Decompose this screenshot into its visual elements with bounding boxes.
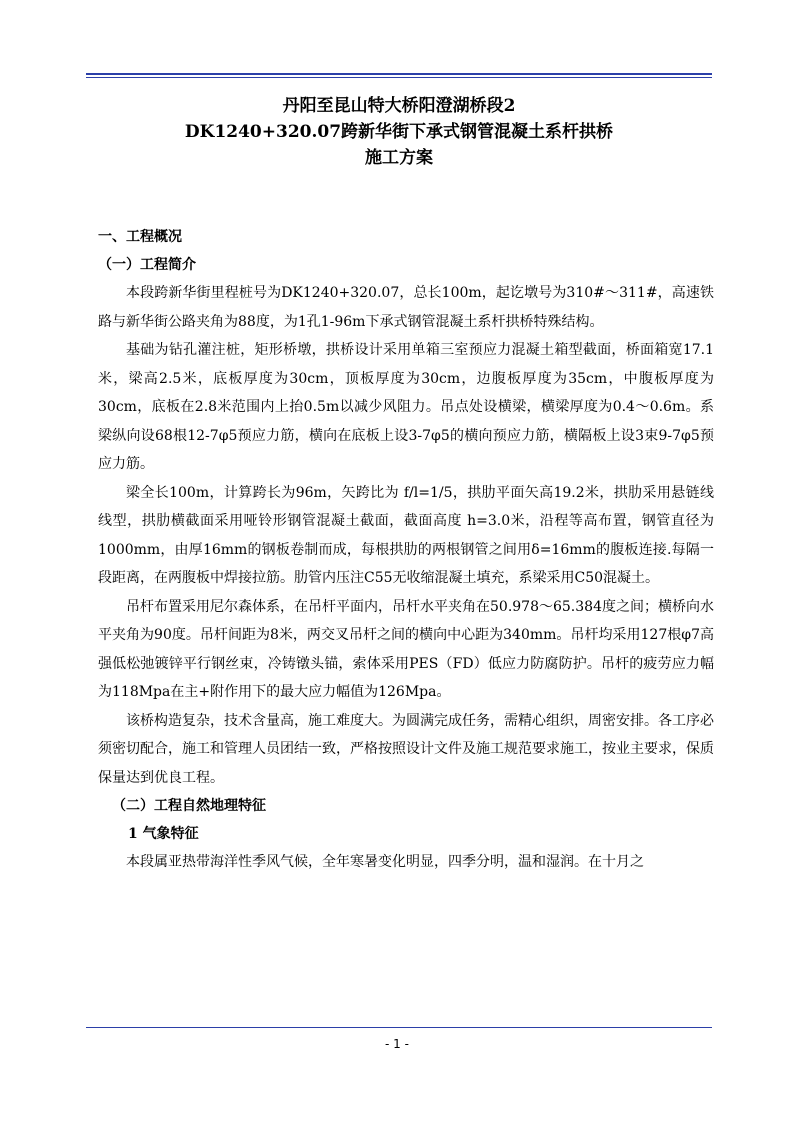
subsection-heading-intro: （一）工程简介 [98, 257, 196, 273]
title-line-2: DK1240+320.07跨新华街下承式钢管混凝土系杆拱桥 [184, 122, 614, 142]
title-line-1: 丹阳至昆山特大桥阳澄湖桥段2 [282, 96, 516, 116]
page-number: - 1 - [385, 1037, 409, 1051]
paragraph-3: 梁全长100m，计算跨长为96m，矢跨比为 f/l=1/5，拱肋平面矢高19.2米，拱肋采用悬链线线型，拱肋横截面采用哑铃形钢管混凝土截面，截面高度 h=3.0米，沿程等高布置，钢管直径为1000mm，由厚16mm的钢板卷制而成，每根拱肋的两根钢管之间用δ=16mm的腹板连接.每隔一段距离，在两腹板中焊接拉筋。肋管内压注C55无收缩混凝土填充，系梁采用C50混凝土。 [98, 484, 714, 586]
paragraph-5: 该桥构造复杂，技术含量高，施工难度大。为圆满完成任务，需精心组织，周密安排。各工序必须密切配合，施工和管理人员团结一致，严格按照设计文件及施工规范要求施工，按业主要求，保质保量达到优良工程。 [98, 712, 714, 786]
title-line-3: 施工方案 [365, 148, 433, 168]
paragraph-4: 吊杆布置采用尼尔森体系，在吊杆平面内，吊杆水平夹角在50.978～65.384度之间；横桥向水平夹角为90度。吊杆间距为8米，两交叉吊杆之间的横向中心距为340mm。吊杆均采用127根φ7高强低松弛镀锌平行钢丝束，冷铸镦头锚，索体采用PES（FD）低应力防腐防护。吊杆的疲劳应力幅为118Mpa在主+附作用下的最大应力幅值为126Mpa。 [98, 598, 714, 700]
subsection-heading-geography: （二）工程自然地理特征 [112, 798, 266, 814]
paragraph-1: 本段跨新华街里程桩号为DK1240+320.07，总长100m，起讫墩号为310#～311#，高速铁路与新华街公路夹角为88度，为1孔1-96m下承式钢管混凝土系杆拱桥特殊结构。 [98, 285, 714, 330]
document-title [86, 93, 712, 171]
sub-subsection-heading-climate: 1 气象特征 [128, 826, 199, 842]
header-rule-thick [86, 73, 712, 75]
document-body [98, 223, 714, 877]
paragraph-6: 本段属亚热带海洋性季风气候，全年寒暑变化明显，四季分明，温和湿润。在十月之 [126, 854, 644, 870]
footer-rule [86, 1027, 712, 1028]
header-rule-thin [86, 77, 712, 78]
paragraph-2: 基础为钻孔灌注桩，矩形桥墩，拱桥设计采用单箱三室预应力混凝土箱型截面，桥面箱宽17.1米，梁高2.5米，底板厚度为30cm，顶板厚度为30cm，边腹板厚度为35cm，中腹板厚度为30cm，底板在2.8米范围内上抬0.5m以减少风阻力。吊点处设横梁，横梁厚度为0.4～0.6m。系梁纵向设68根12-7φ5预应力筋，横向在底板上设3-7φ5的横向预应力筋，横隔板上设3束9-7φ5预应力筋。 [98, 342, 714, 472]
section-heading-overview: 一、工程概况 [98, 229, 182, 245]
